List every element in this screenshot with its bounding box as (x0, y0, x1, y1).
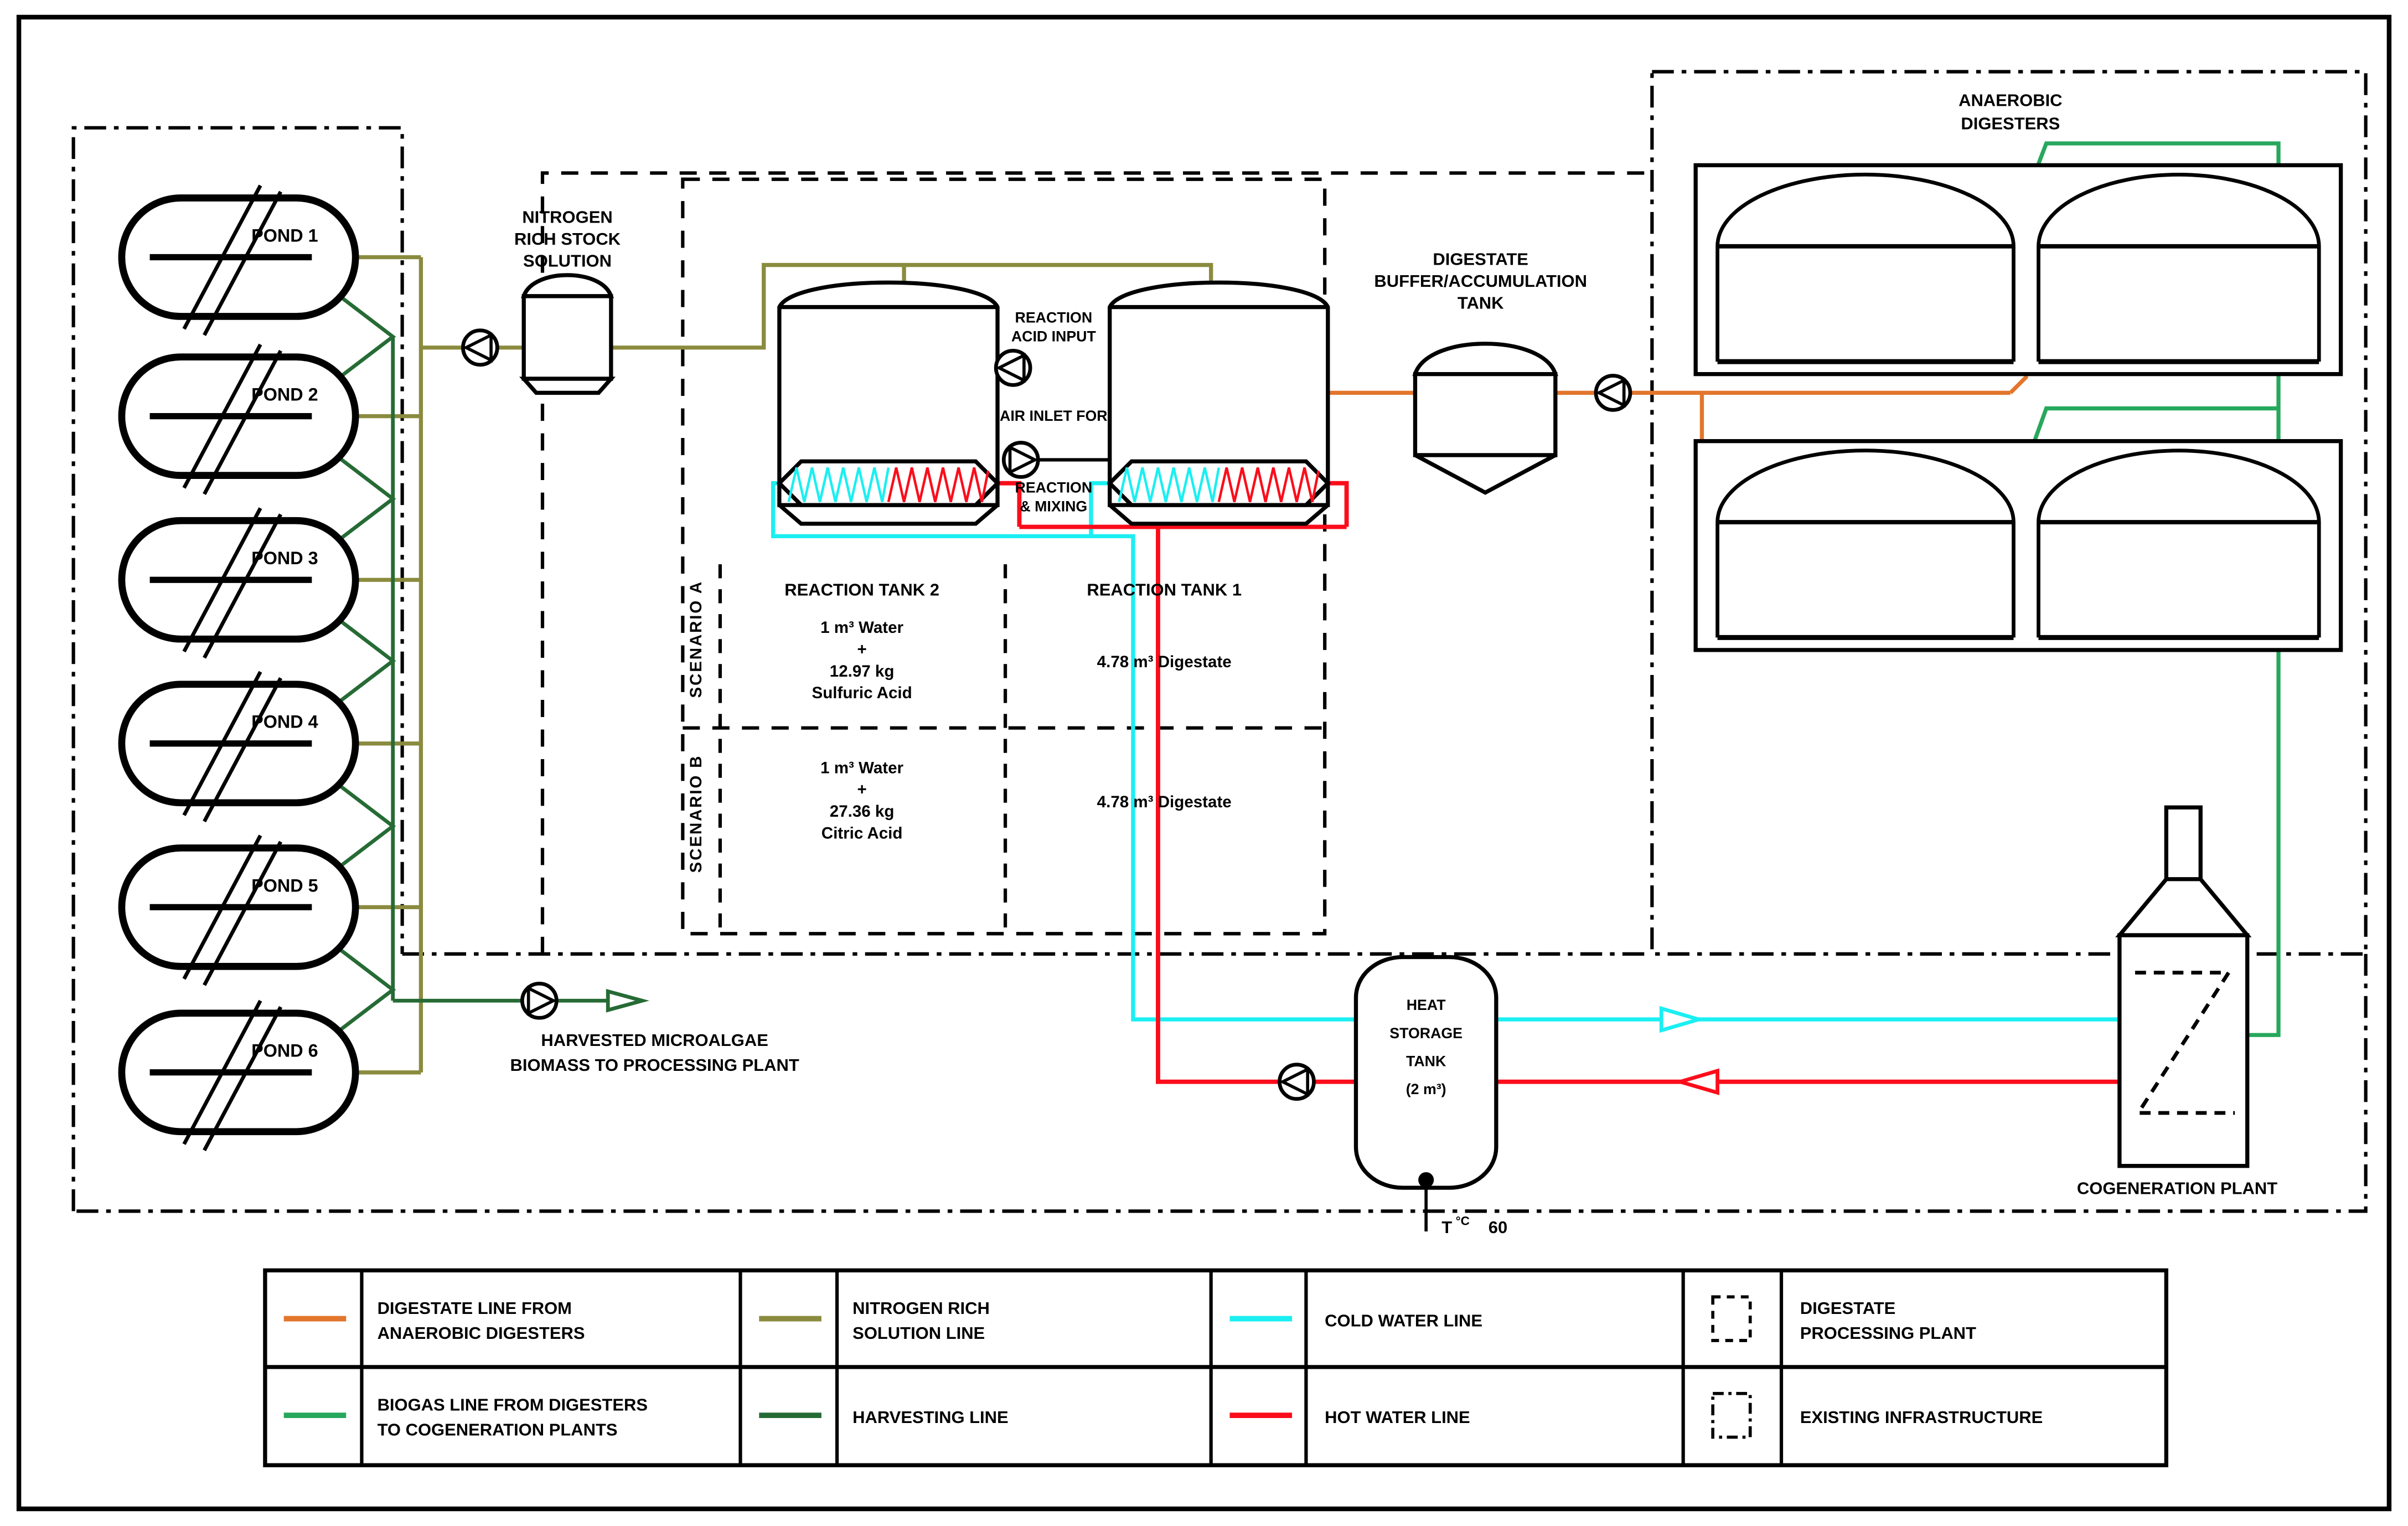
digesters-label-2: DIGESTERS (1961, 114, 2060, 133)
digesters-label-1: ANAEROBIC (1959, 90, 2063, 110)
air-label-bottom-2: & MIXING (1020, 498, 1088, 515)
legend-digestate-label-2: ANAEROBIC DIGESTERS (377, 1323, 585, 1343)
pond-6-label: POND 6 (251, 1040, 318, 1061)
scenario-a-tank2-line4: Sulfuric Acid (812, 684, 912, 703)
legend-harvesting-label: HARVESTING LINE (852, 1408, 1009, 1427)
digester-bottom-left (1718, 451, 2014, 638)
legend-nitrogen-label-1: NITROGEN RICH (852, 1298, 990, 1318)
scenario-a-tank2-line3: 12.97 kg (829, 662, 895, 680)
nitrogen-tank-body (524, 296, 611, 379)
heat-tank-shell (1356, 957, 1496, 1188)
harvest-label-2: BIOMASS TO PROCESSING PLANT (510, 1055, 799, 1075)
nitrogen-pump (463, 331, 497, 365)
cogeneration-label: COGENERATION PLANT (2076, 1178, 2278, 1198)
acid-label-2: ACID INPUT (1011, 328, 1096, 345)
scenario-b-tank2-line2: + (857, 780, 867, 799)
heat-tank-label-3: TANK (1406, 1053, 1446, 1070)
scenario-a-label: SCENARIO A (687, 580, 706, 698)
legend-processing-label-2: PROCESSING PLANT (1800, 1323, 1976, 1343)
scenario-a-tank1-value: 4.78 m³ Digestate (1097, 652, 1232, 671)
scenario-a-tank2-line2: + (857, 640, 867, 659)
pond-1-label: POND 1 (251, 225, 318, 246)
buffer-label-2: BUFFER/ACCUMULATION (1374, 271, 1587, 291)
buffer-label-3: TANK (1457, 293, 1504, 313)
buffer-tank-body (1415, 374, 1555, 455)
acid-label-1: REACTION (1015, 309, 1093, 326)
reaction-tank-2-header: REACTION TANK 2 (784, 580, 939, 600)
acid-input-pump (996, 350, 1030, 385)
scenario-b-label: SCENARIO B (687, 754, 706, 873)
legend-processing-label-1: DIGESTATE (1800, 1298, 1896, 1318)
scenario-a-tank2-line1: 1 m³ Water (820, 618, 904, 637)
pond-5-label: POND 5 (251, 875, 318, 896)
harvest-label-1: HARVESTED MICROALGAE (541, 1030, 768, 1050)
pond-3-label: POND 3 (251, 548, 318, 569)
legend-digestate-label-1: DIGESTATE LINE FROM (377, 1298, 572, 1318)
temp-unit-label: °C (1455, 1214, 1470, 1228)
pond-5 (122, 836, 355, 985)
nitrogen-label-3: SOLUTION (523, 251, 612, 271)
cogen-body (2120, 935, 2247, 1166)
reaction-tank-1-coil (1110, 461, 1328, 505)
digester-bottom-right (2038, 451, 2319, 638)
nitrogen-stock-tank (524, 275, 611, 393)
legend-hot-label: HOT WATER LINE (1325, 1408, 1470, 1427)
heat-tank-label-4: (2 m³) (1405, 1081, 1446, 1098)
temp-value: 60 (1488, 1217, 1508, 1237)
legend-nitrogen-label-2: SOLUTION LINE (852, 1323, 985, 1343)
heat-tank-label-2: STORAGE (1389, 1024, 1463, 1042)
hot-water-pump (1280, 1065, 1314, 1099)
air-inlet-pump (1004, 442, 1038, 477)
digester-top-left (1718, 174, 2014, 362)
scenario-b-tank2-line4: Citric Acid (821, 824, 903, 843)
pond-2-label: POND 2 (251, 384, 318, 405)
pond-6 (122, 1001, 355, 1150)
nitrogen-label-1: NITROGEN (522, 207, 613, 227)
pond-1 (122, 185, 355, 335)
reaction-tank-1-header: REACTION TANK 1 (1087, 580, 1242, 600)
legend-biogas-label-1: BIOGAS LINE FROM DIGESTERS (377, 1395, 648, 1415)
air-label-bottom-1: REACTION (1015, 479, 1093, 496)
legend-biogas-label-2: TO COGENERATION PLANTS (377, 1420, 618, 1440)
pond-4 (122, 672, 355, 821)
legend-cold-label: COLD WATER LINE (1325, 1311, 1483, 1331)
pond-3 (122, 508, 355, 658)
harvest-pump (522, 983, 556, 1018)
pond-2 (122, 344, 355, 494)
digester-top-right (2038, 174, 2319, 362)
heat-tank-label-1: HEAT (1406, 997, 1446, 1014)
nitrogen-label-2: RICH STOCK (514, 229, 621, 249)
scenario-b-tank1-value: 4.78 m³ Digestate (1097, 793, 1232, 812)
temperature-probe-bulb (1418, 1172, 1434, 1188)
pond-4-label: POND 4 (251, 712, 318, 732)
legend-existing-label: EXISTING INFRASTRUCTURE (1800, 1408, 2043, 1427)
cogen-chimney (2166, 807, 2200, 880)
air-label-top: AIR INLET FOR (1000, 408, 1108, 425)
temp-t-label: T (1441, 1217, 1453, 1237)
scenario-b-tank2-line3: 27.36 kg (829, 802, 895, 821)
nitrogen-tank-bottom (524, 379, 611, 393)
buffer-label-1: DIGESTATE (1433, 249, 1528, 269)
digestate-pump (1596, 375, 1630, 410)
reaction-tank-2-coil (779, 461, 998, 505)
scenario-b-tank2-line1: 1 m³ Water (820, 759, 904, 777)
